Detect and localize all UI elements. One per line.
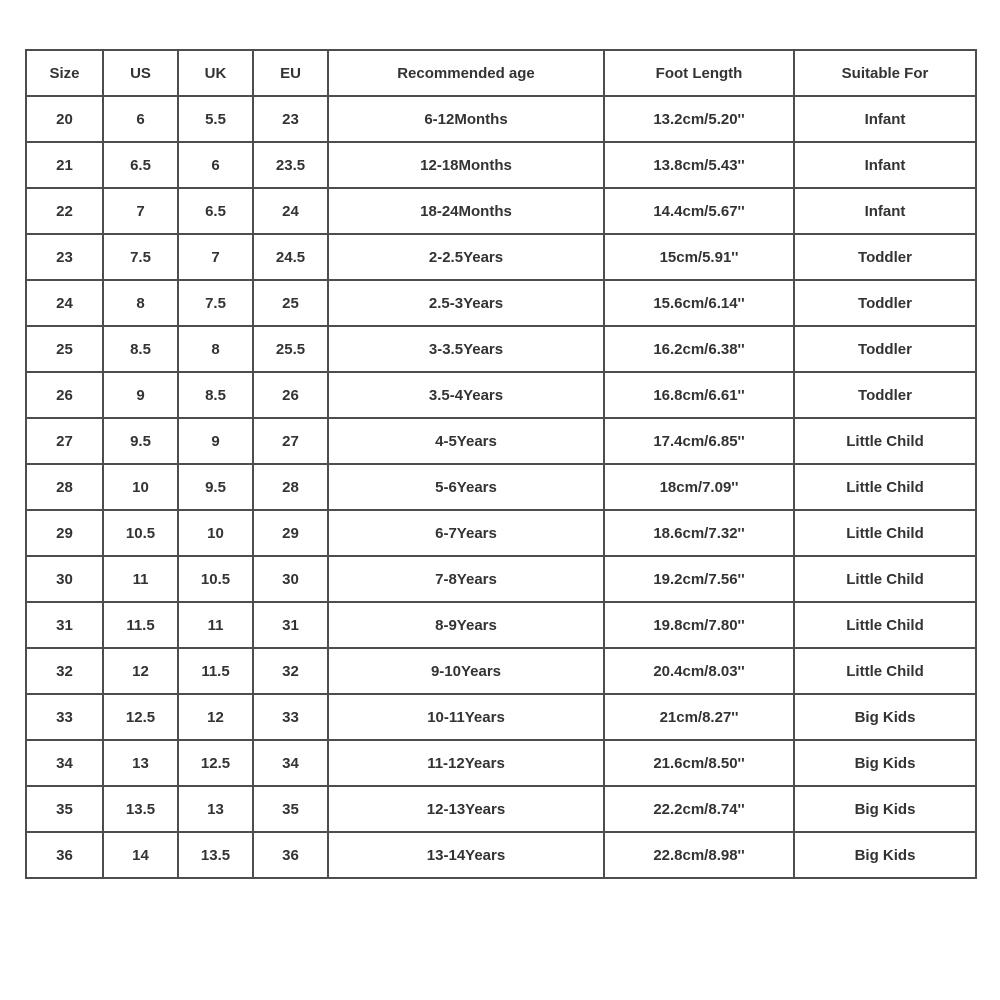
size-cell: 36 <box>26 832 103 878</box>
column-header-foot-length: Foot Length <box>604 50 794 96</box>
us-size-cell: 9 <box>103 372 178 418</box>
eu-size-cell: 23 <box>253 96 328 142</box>
size-cell: 30 <box>26 556 103 602</box>
recommended-age-cell: 2.5-3Years <box>328 280 604 326</box>
table-row <box>26 188 976 234</box>
uk-size-cell: 10.5 <box>178 556 253 602</box>
uk-size-cell: 11 <box>178 602 253 648</box>
foot-length-cell: 13.8cm/5.43'' <box>604 142 794 188</box>
foot-length-cell: 22.8cm/8.98'' <box>604 832 794 878</box>
suitable-for-cell: Toddler <box>794 372 976 418</box>
column-header-recommended-age: Recommended age <box>328 50 604 96</box>
foot-length-cell: 15.6cm/6.14'' <box>604 280 794 326</box>
us-size-cell: 9.5 <box>103 418 178 464</box>
suitable-for-cell: Infant <box>794 142 976 188</box>
uk-size-cell: 13.5 <box>178 832 253 878</box>
suitable-for-cell: Little Child <box>794 556 976 602</box>
recommended-age-cell: 13-14Years <box>328 832 604 878</box>
uk-size-cell: 7 <box>178 234 253 280</box>
table-row <box>26 464 976 510</box>
table-row <box>26 510 976 556</box>
suitable-for-cell: Little Child <box>794 464 976 510</box>
table-header-row <box>26 50 976 96</box>
eu-size-cell: 25 <box>253 280 328 326</box>
recommended-age-cell: 10-11Years <box>328 694 604 740</box>
column-header-uk: UK <box>178 50 253 96</box>
suitable-for-cell: Infant <box>794 96 976 142</box>
eu-size-cell: 23.5 <box>253 142 328 188</box>
suitable-for-cell: Toddler <box>794 280 976 326</box>
uk-size-cell: 9 <box>178 418 253 464</box>
foot-length-cell: 19.8cm/7.80'' <box>604 602 794 648</box>
table-row <box>26 786 976 832</box>
suitable-for-cell: Little Child <box>794 418 976 464</box>
us-size-cell: 13.5 <box>103 786 178 832</box>
size-cell: 33 <box>26 694 103 740</box>
suitable-for-cell: Big Kids <box>794 694 976 740</box>
uk-size-cell: 5.5 <box>178 96 253 142</box>
size-cell: 23 <box>26 234 103 280</box>
size-cell: 21 <box>26 142 103 188</box>
table-row <box>26 740 976 786</box>
table-row <box>26 648 976 694</box>
foot-length-cell: 16.8cm/6.61'' <box>604 372 794 418</box>
recommended-age-cell: 12-13Years <box>328 786 604 832</box>
table-row <box>26 556 976 602</box>
recommended-age-cell: 5-6Years <box>328 464 604 510</box>
suitable-for-cell: Infant <box>794 188 976 234</box>
foot-length-cell: 17.4cm/6.85'' <box>604 418 794 464</box>
us-size-cell: 13 <box>103 740 178 786</box>
recommended-age-cell: 3-3.5Years <box>328 326 604 372</box>
recommended-age-cell: 12-18Months <box>328 142 604 188</box>
us-size-cell: 14 <box>103 832 178 878</box>
size-cell: 32 <box>26 648 103 694</box>
eu-size-cell: 31 <box>253 602 328 648</box>
us-size-cell: 6 <box>103 96 178 142</box>
recommended-age-cell: 7-8Years <box>328 556 604 602</box>
us-size-cell: 11.5 <box>103 602 178 648</box>
us-size-cell: 8 <box>103 280 178 326</box>
table-row <box>26 142 976 188</box>
eu-size-cell: 27 <box>253 418 328 464</box>
us-size-cell: 10 <box>103 464 178 510</box>
uk-size-cell: 7.5 <box>178 280 253 326</box>
foot-length-cell: 21.6cm/8.50'' <box>604 740 794 786</box>
size-cell: 29 <box>26 510 103 556</box>
us-size-cell: 8.5 <box>103 326 178 372</box>
recommended-age-cell: 11-12Years <box>328 740 604 786</box>
recommended-age-cell: 8-9Years <box>328 602 604 648</box>
column-header-suitable-for: Suitable For <box>794 50 976 96</box>
eu-size-cell: 24.5 <box>253 234 328 280</box>
recommended-age-cell: 2-2.5Years <box>328 234 604 280</box>
recommended-age-cell: 9-10Years <box>328 648 604 694</box>
uk-size-cell: 13 <box>178 786 253 832</box>
table-row <box>26 96 976 142</box>
suitable-for-cell: Big Kids <box>794 786 976 832</box>
size-cell: 20 <box>26 96 103 142</box>
suitable-for-cell: Toddler <box>794 234 976 280</box>
size-chart-table <box>25 49 977 879</box>
recommended-age-cell: 3.5-4Years <box>328 372 604 418</box>
foot-length-cell: 14.4cm/5.67'' <box>604 188 794 234</box>
us-size-cell: 7 <box>103 188 178 234</box>
eu-size-cell: 25.5 <box>253 326 328 372</box>
size-cell: 28 <box>26 464 103 510</box>
table-row <box>26 602 976 648</box>
eu-size-cell: 30 <box>253 556 328 602</box>
eu-size-cell: 34 <box>253 740 328 786</box>
column-header-size: Size <box>26 50 103 96</box>
suitable-for-cell: Big Kids <box>794 832 976 878</box>
table-row <box>26 832 976 878</box>
eu-size-cell: 36 <box>253 832 328 878</box>
foot-length-cell: 13.2cm/5.20'' <box>604 96 794 142</box>
size-cell: 25 <box>26 326 103 372</box>
foot-length-cell: 18.6cm/7.32'' <box>604 510 794 556</box>
eu-size-cell: 26 <box>253 372 328 418</box>
size-cell: 31 <box>26 602 103 648</box>
uk-size-cell: 11.5 <box>178 648 253 694</box>
suitable-for-cell: Little Child <box>794 648 976 694</box>
eu-size-cell: 28 <box>253 464 328 510</box>
column-header-us: US <box>103 50 178 96</box>
suitable-for-cell: Toddler <box>794 326 976 372</box>
recommended-age-cell: 6-12Months <box>328 96 604 142</box>
us-size-cell: 11 <box>103 556 178 602</box>
foot-length-cell: 19.2cm/7.56'' <box>604 556 794 602</box>
uk-size-cell: 12.5 <box>178 740 253 786</box>
table-row <box>26 280 976 326</box>
size-cell: 24 <box>26 280 103 326</box>
eu-size-cell: 35 <box>253 786 328 832</box>
size-cell: 22 <box>26 188 103 234</box>
size-cell: 34 <box>26 740 103 786</box>
table-row <box>26 372 976 418</box>
suitable-for-cell: Little Child <box>794 602 976 648</box>
size-cell: 27 <box>26 418 103 464</box>
us-size-cell: 7.5 <box>103 234 178 280</box>
table-row <box>26 234 976 280</box>
table-row <box>26 694 976 740</box>
size-cell: 26 <box>26 372 103 418</box>
recommended-age-cell: 6-7Years <box>328 510 604 556</box>
column-header-eu: EU <box>253 50 328 96</box>
foot-length-cell: 16.2cm/6.38'' <box>604 326 794 372</box>
foot-length-cell: 22.2cm/8.74'' <box>604 786 794 832</box>
table-body <box>26 96 976 878</box>
uk-size-cell: 9.5 <box>178 464 253 510</box>
eu-size-cell: 33 <box>253 694 328 740</box>
recommended-age-cell: 4-5Years <box>328 418 604 464</box>
eu-size-cell: 32 <box>253 648 328 694</box>
recommended-age-cell: 18-24Months <box>328 188 604 234</box>
eu-size-cell: 24 <box>253 188 328 234</box>
foot-length-cell: 20.4cm/8.03'' <box>604 648 794 694</box>
us-size-cell: 12.5 <box>103 694 178 740</box>
table-row <box>26 418 976 464</box>
uk-size-cell: 6.5 <box>178 188 253 234</box>
uk-size-cell: 8.5 <box>178 372 253 418</box>
uk-size-cell: 10 <box>178 510 253 556</box>
size-cell: 35 <box>26 786 103 832</box>
foot-length-cell: 18cm/7.09'' <box>604 464 794 510</box>
us-size-cell: 12 <box>103 648 178 694</box>
suitable-for-cell: Big Kids <box>794 740 976 786</box>
foot-length-cell: 15cm/5.91'' <box>604 234 794 280</box>
foot-length-cell: 21cm/8.27'' <box>604 694 794 740</box>
suitable-for-cell: Little Child <box>794 510 976 556</box>
table-row <box>26 326 976 372</box>
uk-size-cell: 6 <box>178 142 253 188</box>
uk-size-cell: 12 <box>178 694 253 740</box>
uk-size-cell: 8 <box>178 326 253 372</box>
us-size-cell: 10.5 <box>103 510 178 556</box>
us-size-cell: 6.5 <box>103 142 178 188</box>
eu-size-cell: 29 <box>253 510 328 556</box>
